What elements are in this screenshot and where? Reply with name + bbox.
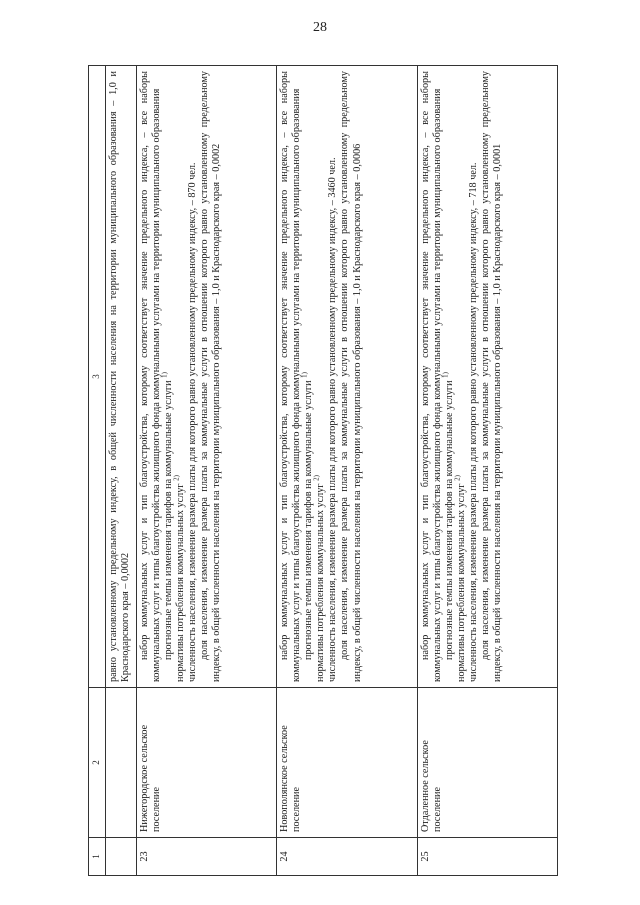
footnote-mark: 1) bbox=[301, 372, 309, 378]
rotated-table-container bbox=[88, 66, 558, 876]
settlement-name: Новополянское сельское поселение bbox=[277, 688, 417, 838]
paragraph-population: численность населения, изменение размера платы для которого равно установленному предельному индексу, – 718 чел. bbox=[467, 162, 479, 682]
row-description bbox=[417, 66, 557, 688]
paragraph-norms: нормативы потребления коммунальных услуг $^{2)}$ bbox=[313, 475, 327, 682]
footnote-mark: 2) bbox=[453, 475, 462, 481]
paragraph-population: численность населения, изменение размера платы для которого равно установленному предельному индексу, – 870 чел. bbox=[187, 162, 199, 682]
paragraph-tariff-rates: прогнозные темпы изменения тарифов на коммунальные услуги $^{1)}$ bbox=[441, 372, 455, 660]
page-number: 28 bbox=[313, 20, 327, 35]
paragraph-service-set: набор коммунальных услуг и тип благоустройства, которому соответствует значение предельного индекса, – все наборы коммунальных услуг и типы благоустройства жилищного фонда коммунальными услугами на территории муниципального образования bbox=[419, 71, 443, 682]
column-header-2: 2 bbox=[89, 688, 106, 838]
paragraph-share: доля населения, изменение размера платы за коммунальные услуги в отношении которого равно установленному предельному индексу, в общей численности населения на территории муниципального образования – 1,0 и Краснодарского края – 0,0001 bbox=[479, 71, 503, 682]
paragraph-share: доля населения, изменение размера платы за коммунальные услуги в отношении которого равно установленному предельному индексу, в общей численности населения на территории муниципального образования – 1,0 и Краснодарского края – 0,0002 bbox=[199, 71, 223, 682]
paragraph-tariff-rates: прогнозные темпы изменения тарифов на коммунальные услуги $^{1)}$ bbox=[301, 372, 315, 660]
column-header-1: 1 bbox=[89, 838, 106, 876]
row-number: 25 bbox=[417, 838, 557, 876]
table-row bbox=[417, 66, 557, 876]
footnote-mark: 1) bbox=[441, 372, 450, 378]
continuation-num-cell bbox=[106, 838, 137, 876]
paragraph-population: численность населения, изменение размера платы для которого равно установленному предельному индексу, – 3460 чел. bbox=[327, 157, 339, 682]
paragraph-share: доля населения, изменение размера платы за коммунальные услуги в отношении которого равно установленному предельному индексу, в общей численности населения на территории муниципального образования – 1,0 и Краснодарского края – 0,0006 bbox=[339, 71, 363, 682]
continuation-text: равно установленному предельному индексу, в общей численности населения на территории муниципального образования – 1,0 и Краснодарского края – 0,0002 bbox=[106, 66, 137, 688]
table-row bbox=[137, 66, 277, 876]
footnote-mark: 1) bbox=[160, 372, 169, 378]
table-row bbox=[277, 66, 417, 876]
settlement-name: Отдаленное сельское поселение bbox=[417, 688, 557, 838]
paragraph-service-set: набор коммунальных услуг и тип благоустройства, которому соответствует значение предельного индекса, – все наборы коммунальных услуг и типы благоустройства жилищного фонда коммунальными услугами на территории муниципального образования bbox=[279, 71, 303, 682]
continuation-name-cell bbox=[106, 688, 137, 838]
settlement-name: Нижегородское сельское поселение bbox=[137, 688, 277, 838]
table-header-row bbox=[89, 66, 106, 876]
paragraph-norms: нормативы потребления коммунальных услуг $^{2)}$ bbox=[453, 475, 467, 682]
row-number: 23 bbox=[137, 838, 277, 876]
paragraph-tariff-rates: прогнозные темпы изменения тарифов на коммунальные услуги $^{1)}$ bbox=[160, 372, 175, 660]
column-header-3: 3 bbox=[89, 66, 106, 688]
paragraph-service-set: набор коммунальных услуг и тип благоустройства, которому соответствует значение предельного индекса, – все наборы коммунальных услуг и типы благоустройства жилищного фонда коммунальными услугами на территории муниципального образования bbox=[139, 71, 163, 682]
row-description bbox=[277, 66, 417, 688]
row-number: 24 bbox=[277, 838, 417, 876]
footnote-mark: 2) bbox=[172, 475, 181, 481]
row-description bbox=[137, 66, 277, 688]
paragraph-norms: нормативы потребления коммунальных услуг $^{2)}$ bbox=[172, 475, 187, 682]
continuation-row bbox=[106, 66, 137, 876]
footnote-mark: 2) bbox=[313, 475, 322, 481]
tariff-table bbox=[88, 65, 558, 876]
